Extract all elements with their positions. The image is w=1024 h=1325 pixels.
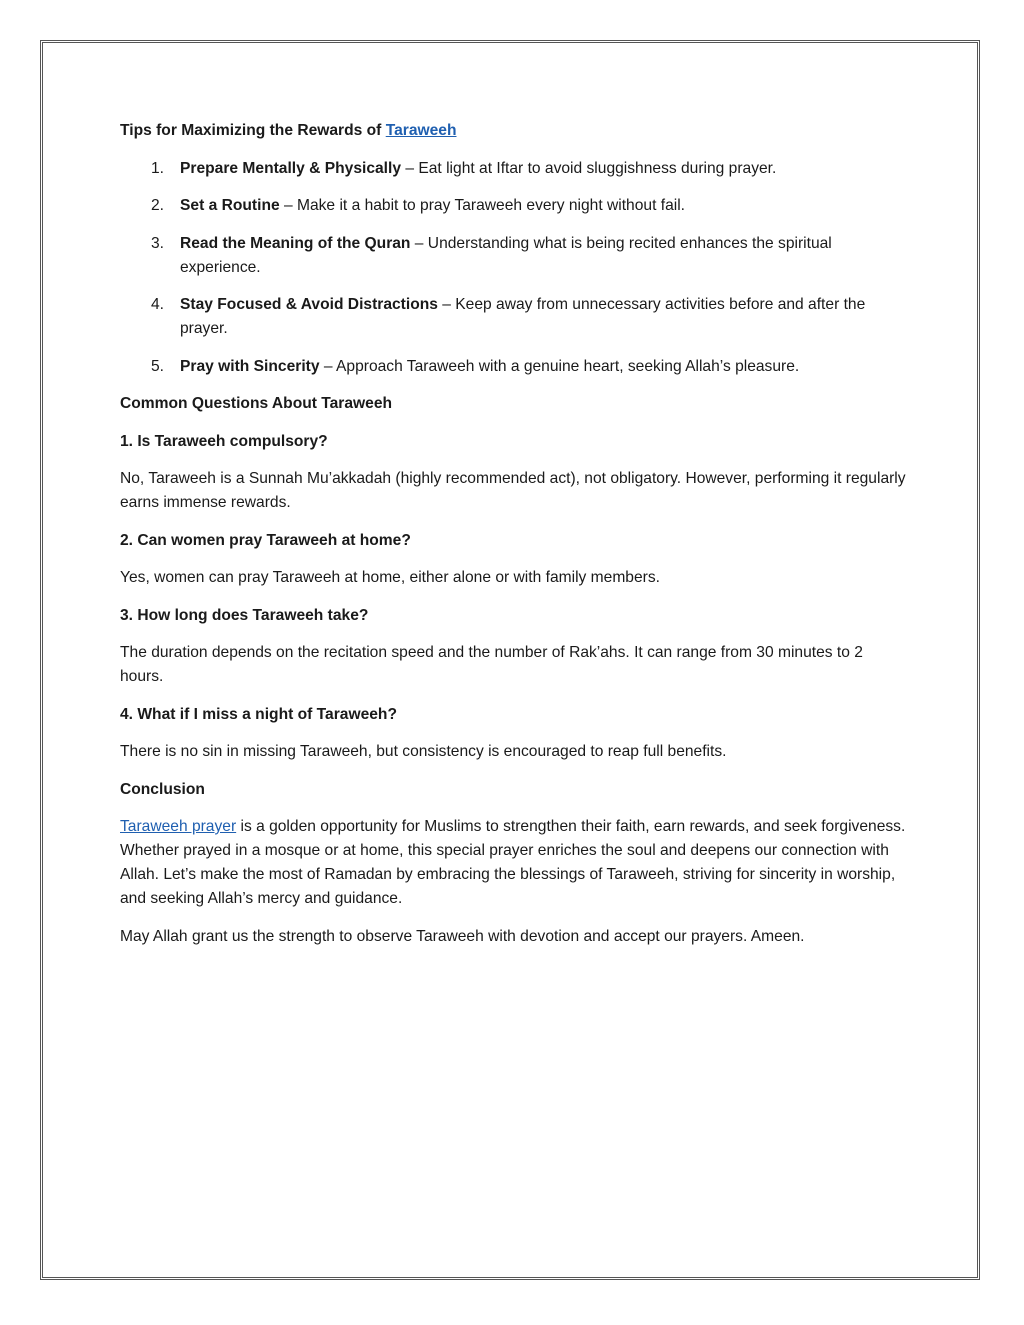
faq-question: 1. Is Taraweeh compulsory?: [120, 432, 328, 450]
list-number: 5.: [151, 357, 165, 375]
tip-text: – Make it a habit to pray Taraweeh every night without fail.: [279, 197, 686, 214]
list-item: [120, 157, 910, 181]
conclusion-paragraph: [120, 815, 910, 911]
list-number: 3.: [151, 234, 165, 252]
tip-title: Set a Routine: [180, 197, 280, 214]
taraweeh-prayer-link[interactable]: Taraweeh prayer: [120, 818, 237, 835]
conclusion-heading: Conclusion: [120, 780, 205, 798]
tip-title: Read the Meaning of the Quran: [180, 234, 411, 252]
faq-question: 3. How long does Taraweeh take?: [120, 606, 369, 624]
tip-text: – Approach Taraweeh with a genuine heart, seeking Allah’s pleasure.: [319, 357, 800, 375]
tips-list: [120, 157, 910, 379]
faq-answer: Yes, women can pray Taraweeh at home, either alone or with family members.: [120, 569, 660, 586]
document-body: [120, 119, 910, 962]
tip-text: – Understanding what is being recited enhances the spiritual experience.: [180, 234, 832, 276]
list-item: [120, 232, 910, 280]
list-number: 2.: [151, 197, 165, 214]
tip-title: Stay Focused & Avoid Distractions: [180, 296, 438, 313]
faq-heading: Common Questions About Taraweeh: [120, 395, 393, 412]
tip-title: Pray with Sincerity: [180, 357, 320, 375]
taraweeh-link[interactable]: Taraweeh: [385, 122, 457, 139]
tip-text: – Keep away from unnecessary activities before and after the prayer.: [180, 296, 866, 337]
list-item: [120, 194, 910, 218]
faq-answer: No, Taraweeh is a Sunnah Mu’akkadah (highly recommended act), not obligatory. However, performing it regularly earns immense rewards.: [120, 470, 906, 511]
list-number: 1.: [151, 159, 165, 177]
closing-paragraph: May Allah grant us the strength to observe Taraweeh with devotion and accept our prayers. Ameen.: [120, 927, 805, 945]
list-item: [120, 293, 910, 341]
faq-question: 2. Can women pray Taraweeh at home?: [120, 531, 411, 549]
conclusion-text: is a golden opportunity for Muslims to strengthen their faith, earn rewards, and seek forgiveness. Whether prayed in a mosque or at home, this special prayer enriches the soul and deepens our connection with Allah. Let’s make the most of Ramadan by embracing the blessings of Taraweeh, striving for sincerity in worship, and seeking Allah’s mercy and guidance.: [120, 818, 906, 907]
faq-question: 4. What if I miss a night of Taraweeh?: [120, 705, 397, 723]
tip-text: – Eat light at Iftar to avoid sluggishness during prayer.: [401, 159, 777, 177]
tip-title: Prepare Mentally & Physically: [180, 159, 402, 177]
tips-heading: [120, 119, 910, 143]
faq-answer: The duration depends on the recitation speed and the number of Rak’ahs. It can range from 30 minutes to 2 hours.: [120, 644, 863, 685]
tips-heading-text: Tips for Maximizing the Rewards of: [120, 122, 386, 139]
list-number: 4.: [151, 296, 165, 313]
faq-answer: There is no sin in missing Taraweeh, but consistency is encouraged to reap full benefits.: [120, 743, 727, 760]
list-item: [120, 355, 910, 379]
